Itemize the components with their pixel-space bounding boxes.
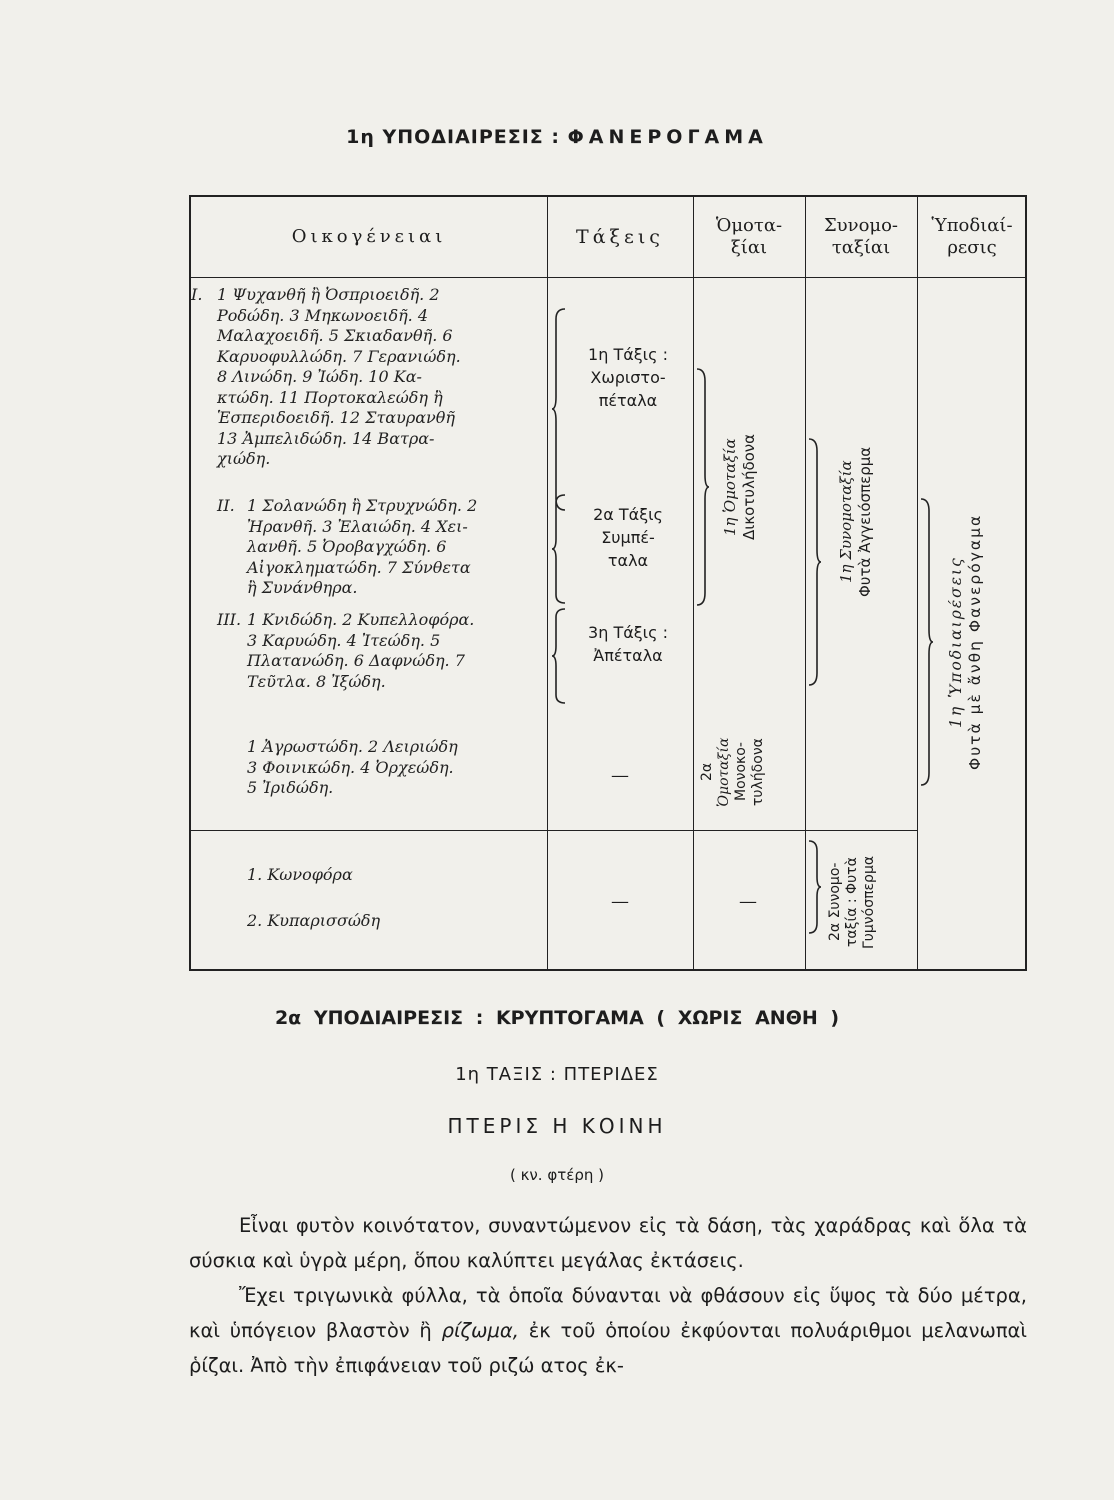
class-heading: 1η ΤΑΞΙΣ : ΠΤΕΡΙΔΕΣ [455, 1064, 659, 1085]
brace-right [807, 839, 823, 935]
division-angiosperm-line1: 1η Συνομοταξία [837, 460, 855, 584]
class-3-line: Ἀπέταλα [593, 646, 663, 665]
family-line: Ἠρανθῆ. 3 Ἐλαιώδη. 4 Χει- [247, 516, 468, 536]
subdivision-2-heading: 2α ΥΠΟΔΙΑΙΡΕΣΙΣ : ΚΡΥΠΤΟΓΑΜΑ ( ΧΩΡΙΣ ΑΝΘΗ ) [274, 1007, 840, 1029]
family-gymno-2: 2. Κυπαρισσώδη [247, 911, 381, 930]
family-group-III [217, 610, 475, 692]
family-group-I-num: I. [191, 285, 203, 304]
family-line: 1 Κνιδώδη. 2 Κυπελλοφόρα. [247, 610, 475, 629]
subdivision-phanerogams-line2: Φυτὰ μὲ ἄνθη Φανερόγαμα [966, 513, 984, 771]
division-angiosperm [837, 377, 875, 667]
header-subdivisions-line2: ρεσις [947, 237, 997, 258]
family-line: 5 Ἰριδώδη. [247, 778, 334, 797]
family-line: λανθῆ. 5 Ὀροβαγχώδη. 6 [247, 537, 447, 556]
division-angiosperm-line2: Φυτὰ Ἀγγειόσπερμα [856, 446, 874, 598]
family-line: χιώδη. [217, 449, 271, 468]
class-mono-dash: — [611, 765, 629, 786]
paragraph-2-b: ἐκ τοῦ ὁποίου ἐκφύονται πολυάριθμοι μελανωπαὶ ῥίζαι. Ἀπὸ τὴν ἐπιφάνειαν τοῦ ριζώ ατος ἐκ- [189, 1319, 1028, 1377]
family-group-I [191, 285, 461, 470]
class-3-line: 3η Τάξις : [588, 623, 668, 642]
family-line: Αἰγοκληματώδη. 7 Σύνθετα [247, 557, 471, 577]
row-divider [805, 830, 917, 831]
brace-right [919, 497, 935, 787]
class-1-line: Χωριστο- [590, 368, 666, 387]
body-text [189, 1208, 1027, 1383]
family-line: Ἑσπεριδοειδῆ. 12 Σταυρανθῆ [217, 408, 455, 427]
subclass-dicot [721, 362, 759, 612]
header-divider [191, 277, 1025, 278]
paragraph-2-emphasis: ρίζωμα, [441, 1319, 519, 1342]
subclass-monocot [699, 717, 767, 827]
family-line: κτώδη. 11 Πορτοκαλεώδη ἢ [217, 387, 443, 407]
class-2-line: 2α Τάξις [593, 505, 663, 524]
class-2 [563, 503, 693, 572]
header-classes: Τάξεις [576, 226, 664, 248]
class-1-line: πέταλα [598, 391, 658, 410]
col-divider [547, 197, 548, 969]
class-1-line: 1η Τάξις : [588, 345, 668, 364]
family-line: ἢ Συνάνθηρα. [247, 578, 358, 597]
paragraph-2-a: Ἔχει τριγωνικὰ φύλλα, τὰ ὁποῖα δύνανται νὰ φθάσουν εἰς ὕψος τὰ δύο μέτρα, καὶ ὑπόγειον βλαστὸν ἢ [189, 1284, 1027, 1342]
division-gymnosperm-line3: Γυμνόσπερμα [861, 855, 877, 949]
header-subdivisions-line1: Ὑποδιαί- [931, 215, 1013, 236]
subclass-dicot-line2: Δικοτυλήδονα [740, 433, 758, 541]
family-line: 1 Σολανώδη ἢ Στρυχνώδη. 2 [247, 496, 478, 515]
family-line: 13 Ἀμπελιδώδη. 14 Βατρα- [217, 428, 435, 448]
class-2-line: Συμπέ- [601, 528, 655, 547]
family-line: 3 Φοινικώδη. 4 Ὀρχεώδη. [247, 757, 454, 777]
division-gymnosperm-line1: 2α Συνομο- [827, 862, 843, 942]
subclass-gymno-dash: — [739, 891, 757, 912]
brace-right [807, 437, 823, 687]
header-subdivisions [917, 197, 1027, 277]
header-subclasses-line1: Ὁμοτα- [715, 215, 783, 236]
family-line: 8 Λινώδη. 9 Ἰώδη. 10 Κα- [217, 367, 422, 386]
family-group-II-num: II. [217, 496, 235, 515]
header-subclasses [693, 197, 805, 277]
family-line: 1 Ἀγρωστώδη. 2 Λειριώδη [247, 737, 458, 756]
common-name: ( κν. φτέρη ) [509, 1166, 605, 1184]
family-line: 3 Καρυώδη. 4 Ἰτεώδη. 5 [247, 630, 441, 650]
species-heading: ΠΤΕΡΙΣ Η ΚΟΙΝΗ [447, 1114, 667, 1138]
family-group-monocot [247, 737, 458, 799]
subclass-monocot-line2: Ὁμοταξία [716, 737, 732, 807]
paragraph-2 [189, 1278, 1027, 1383]
class-3 [563, 621, 693, 667]
subclass-monocot-line4: τυλήδονα [750, 738, 766, 806]
subdivision-1-heading [0, 126, 1114, 148]
col-divider [805, 197, 806, 969]
header-divisions-line1: Συνομο- [823, 215, 899, 236]
classification-table [189, 195, 1027, 971]
class-1 [563, 343, 693, 412]
subdivision-phanerogams-line1: 1η Ὑποδιαιρέσεις [947, 556, 965, 728]
family-group-III-num: III. [217, 610, 242, 629]
subclass-monocot-line3: Μονοκο- [733, 742, 749, 802]
division-gymnosperm [827, 837, 878, 967]
header-divisions-line2: ταξίαι [831, 237, 891, 258]
family-line: 1 Ψυχανθῆ ἢ Ὀσπριοειδῆ. 2 [217, 285, 440, 304]
family-line: Πλατανώδη. 6 Δαφνώδη. 7 [247, 651, 465, 670]
family-line: Τεῦτλα. 8 Ἰξώδη. [247, 671, 386, 691]
family-line: Καρυοφυλλώδη. 7 Γερανιώδη. [217, 346, 461, 366]
family-line: Μαλαχοειδῆ. 5 Σκιαδανθῆ. 6 [217, 326, 453, 345]
subdivision-1-prefix: 1η ΥΠΟΔΙΑΙΡΕΣΙΣ : [346, 126, 560, 148]
header-divisions [805, 197, 917, 277]
family-gymno-1: 1. Κωνοφόρα [247, 865, 353, 884]
header-families: Οικογένειαι [291, 226, 447, 247]
brace-right [695, 367, 711, 607]
class-gymno-dash: — [611, 891, 629, 912]
class-2-line: ταλα [607, 551, 649, 570]
col-divider [693, 197, 694, 969]
header-subclasses-line2: ξίαι [730, 237, 768, 258]
subdivision-1-title: ΦΑΝΕΡΟΓΑΜΑ [567, 126, 768, 148]
subdivision-phanerogams [947, 427, 985, 857]
division-gymnosperm-line2: ταξία : Φυτὰ [844, 857, 860, 947]
row-divider [191, 830, 805, 831]
family-group-II [217, 496, 478, 599]
family-line: Ροδώδη. 3 Μηκωνοειδῆ. 4 [217, 305, 429, 325]
subclass-dicot-line1: 1η Ὁμοταξία [721, 438, 739, 536]
paragraph-1: Εἶναι φυτὸν κοινότατον, συναντώμενον εἰς τὰ δάση, τὰς χαράδρας καὶ ὅλα τὰ σύσκια καὶ ὑγρὰ μέρη, ὅπου καλύπτει μεγάλας ἐκτάσεις. [189, 1214, 1027, 1272]
subclass-monocot-line1: 2α [699, 762, 715, 782]
col-divider [917, 197, 918, 969]
